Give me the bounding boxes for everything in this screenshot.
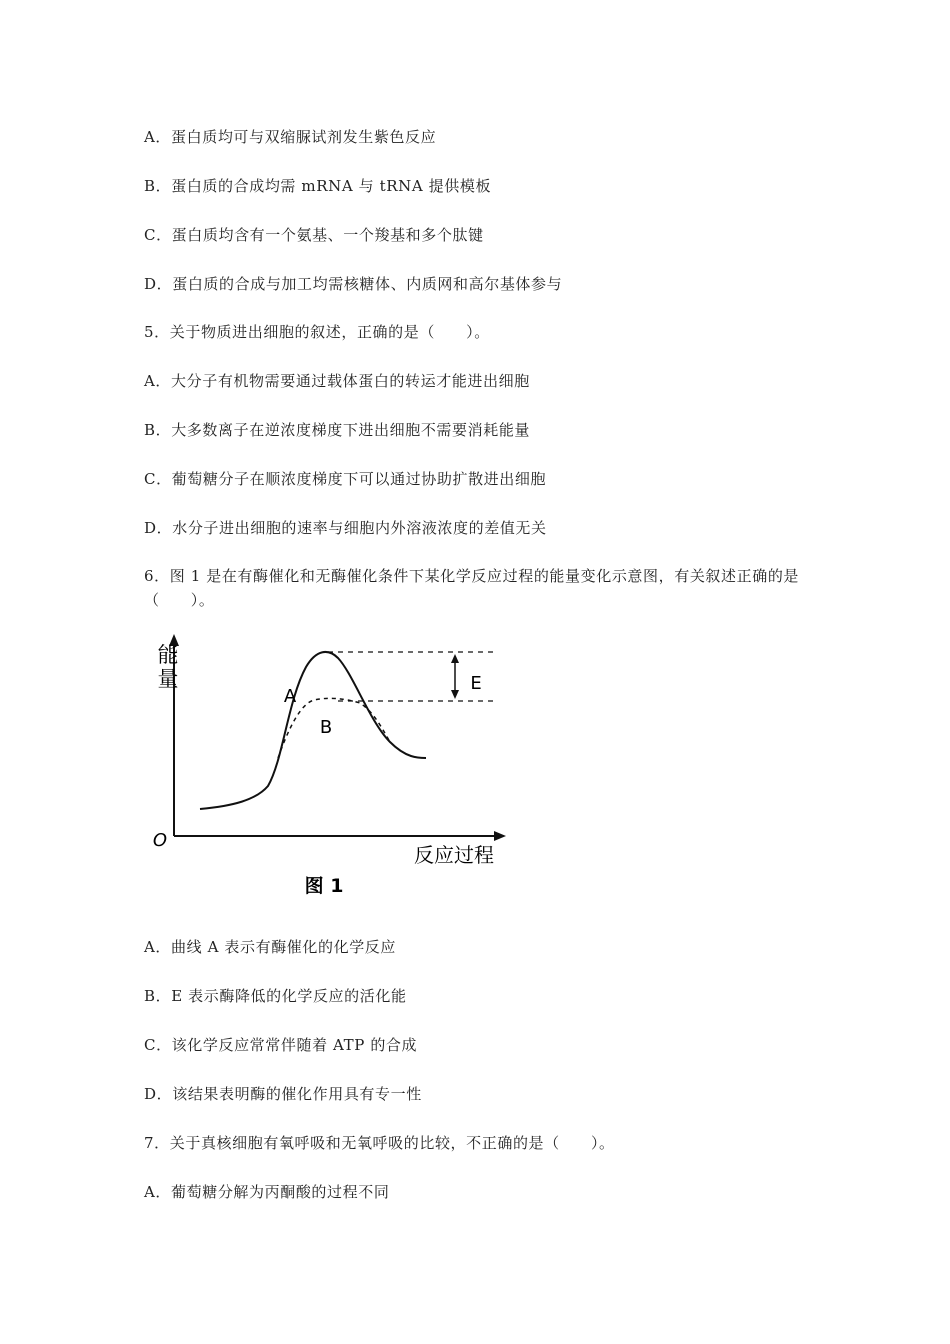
q5-option-b: B．大多数离子在逆浓度梯度下进出细胞不需要消耗能量 xyxy=(144,421,531,439)
x-axis-label: 反应过程 xyxy=(414,843,494,867)
q5-option-d: D．水分子进出细胞的速率与细胞内外溶液浓度的差值无关 xyxy=(144,519,547,537)
q6-option-c: C．该化学反应常常伴随着 ATP 的合成 xyxy=(144,1036,418,1054)
arrow-down-head xyxy=(451,690,459,699)
energy-diagram xyxy=(138,630,518,900)
q5-option-c: C．葡萄糖分子在顺浓度梯度下可以通过协助扩散进出细胞 xyxy=(144,470,547,488)
q5-option-a: A．大分子有机物需要通过载体蛋白的转运才能进出细胞 xyxy=(144,372,530,390)
origin-label: O xyxy=(152,830,168,851)
q6-option-a: A．曲线 A 表示有酶催化的化学反应 xyxy=(144,938,397,956)
x-axis-arrow xyxy=(494,831,506,841)
curve-a xyxy=(200,652,426,809)
curve-a-label: A xyxy=(283,686,297,707)
q4-option-a: A．蛋白质均可与双缩脲试剂发生紫色反应 xyxy=(144,128,437,146)
q6-option-d: D．该结果表明酶的催化作用具有专一性 xyxy=(144,1085,422,1103)
y-label-2: 量 xyxy=(157,667,179,691)
q7-option-a: A．葡萄糖分解为丙酮酸的过程不同 xyxy=(144,1183,390,1201)
q4-option-c: C．蛋白质均含有一个氨基、一个羧基和多个肽键 xyxy=(144,226,484,244)
q7-stem: 7．关于真核细胞有氧呼吸和无氧呼吸的比较，不正确的是（ ）。 xyxy=(144,1134,615,1152)
y-label-1: 能 xyxy=(157,643,179,667)
q4-option-d: D．蛋白质的合成与加工均需核糖体、内质网和高尔基体参与 xyxy=(144,275,563,293)
q4-option-b: B．蛋白质的合成均需 mRNA 与 tRNA 提供模板 xyxy=(144,177,492,195)
gap-e-label: E xyxy=(470,673,482,694)
curve-b xyxy=(278,698,390,758)
arrow-up-head xyxy=(451,654,459,663)
energy-diagram-figure xyxy=(138,630,518,904)
curve-b-label: B xyxy=(319,717,333,738)
q5-stem: 5．关于物质进出细胞的叙述，正确的是（ ）。 xyxy=(144,323,490,341)
q6-option-b: B．E 表示酶降低的化学反应的活化能 xyxy=(144,987,407,1005)
q6-stem: 6．图 1 是在有酶催化和无酶催化条件下某化学反应过程的能量变化示意图，有关叙述正确的是（ ）。 xyxy=(144,567,800,609)
figure-caption: 图 1 xyxy=(304,875,344,897)
